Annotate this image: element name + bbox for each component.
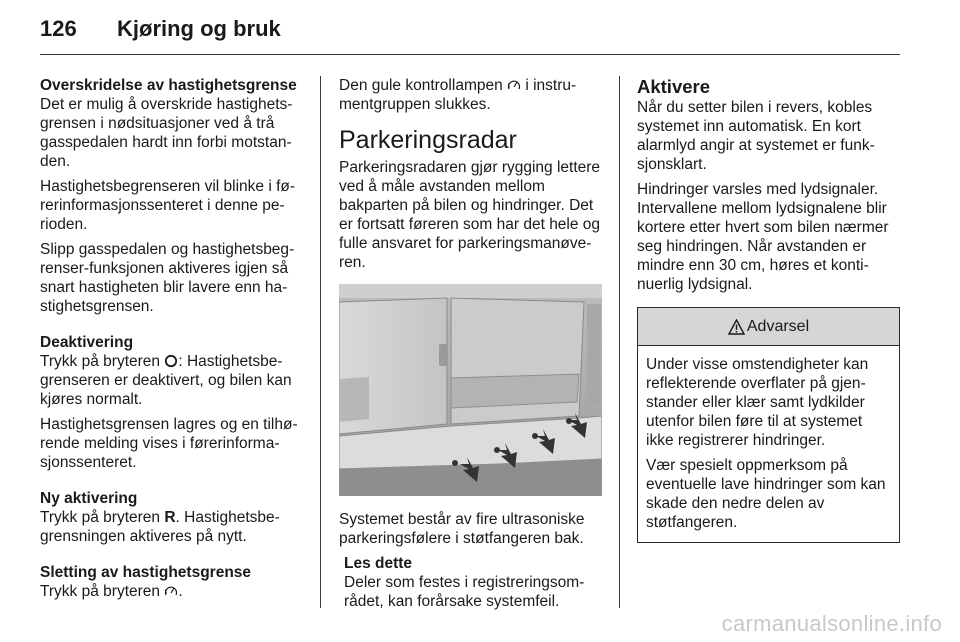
text-run: : Hastighetsbegrenseren er deaktivert, og bilen kan kjøres normalt.	[40, 353, 292, 408]
warning-body	[638, 346, 899, 542]
paragraph	[40, 582, 302, 601]
paragraph: Hindringer varsles med lydsignaler. Intervallene mellom lydsignalene blir kortere etter hvert som bilen nærmer seg hindringen. Når avstanden er mindre enn 30 cm, høres et kontinuerlig lydsignal.	[637, 181, 889, 293]
warning-header	[638, 308, 899, 346]
key-label: R	[164, 509, 176, 526]
warning-label: Advarsel	[746, 318, 810, 335]
vehicle-rear-illustration	[339, 284, 602, 496]
speed-limiter-icon	[164, 584, 178, 598]
text-run: Den gule kontrollampen	[339, 77, 508, 94]
page-header	[40, 14, 900, 55]
ring-icon	[164, 354, 178, 368]
chapter-title: Kjøring og bruk	[117, 16, 281, 41]
paragraph: Hastighetsbegrenseren vil blinke i førerinformasjonssenteret i denne perioden.	[40, 178, 296, 233]
paragraph: Det er mulig å overskride hastighetsgrensen i nødsituasjoner ved å trå gasspedalen hardt inn forbi motstanden.	[40, 96, 293, 170]
column-middle	[339, 76, 602, 617]
section-title: Sletting av hastighetsgrense	[40, 564, 252, 581]
text-run: Trykk på bryteren	[40, 353, 165, 370]
column-right	[637, 76, 900, 543]
paragraph: Under visse omstendigheter kan reflekterende overflater på gjenstander eller klær samt lydkilder utenfor bilen føre til at systemet ikke registrerer hindringer.	[646, 356, 869, 449]
column-divider	[320, 76, 321, 608]
column-left	[40, 76, 302, 607]
section-title: Overskridelse av hastighetsgrense	[40, 77, 297, 94]
text-run: Trykk på bryteren	[40, 509, 165, 526]
text-run: Trykk på bryteren	[40, 583, 165, 600]
text-run: .	[178, 583, 183, 600]
paragraph: Hastighetsgrensen lagres og en tilhørende melding vises i førerinformasjonssenteret.	[40, 416, 298, 471]
text-run: i instrumentgruppen slukkes.	[339, 77, 577, 113]
paragraph	[40, 508, 302, 546]
section-heading: Aktivere	[637, 76, 711, 97]
text-run: . Hastighetsbegrensningen aktiveres på nytt.	[40, 509, 280, 545]
paragraph: Systemet består av fire ultrasoniske parkeringsfølere i støtfangeren bak.	[339, 511, 585, 547]
paragraph: Parkeringsradaren gjør rygging lettere ved å måle avstanden mellom bakparten på bilen og hindringer. Det er fortsatt føreren som har det hele og fulle ansvaret for parkeringsmanøveren.	[339, 159, 601, 271]
page-number: 126	[40, 16, 77, 41]
paragraph	[339, 76, 602, 114]
paragraph: Vær spesielt oppmerksom på eventuelle lave hindringer som kan skade den nedre delen av støtfangeren.	[646, 457, 886, 531]
paragraph: Slipp gasspedalen og hastighetsbegrenser-funksjonen aktiveres igjen så snart hastigheten blir lavere enn hastighetsgrensen.	[40, 241, 295, 315]
paragraph: Når du setter bilen i revers, kobles systemet inn automatisk. En kort alarmlyd angir at systemet er funksjonsklart.	[637, 99, 875, 173]
warning-triangle-icon	[728, 319, 745, 335]
column-divider	[619, 76, 620, 608]
watermark: carmanualsonline.info	[721, 611, 942, 636]
section-title: Deaktivering	[40, 334, 134, 351]
note-box	[344, 554, 602, 611]
paragraph	[40, 352, 302, 409]
speed-limiter-icon	[507, 78, 521, 92]
section-title: Ny aktivering	[40, 490, 138, 507]
section-heading: Parkeringsradar	[339, 126, 517, 154]
note-text: Deler som festes i registreringsområdet, kan forårsake systemfeil.	[344, 574, 585, 610]
note-title: Les dette	[344, 555, 413, 572]
warning-box	[637, 307, 900, 543]
